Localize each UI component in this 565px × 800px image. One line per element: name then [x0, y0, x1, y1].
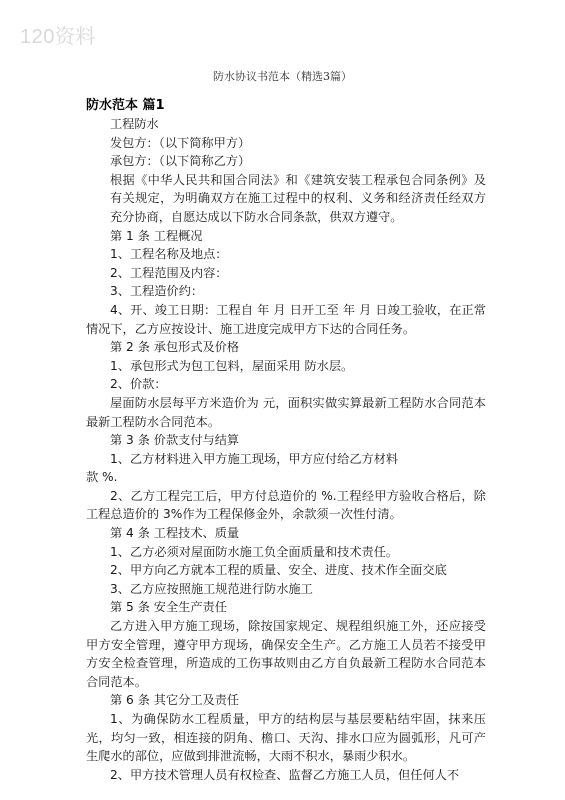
- article-2-heading: 第 2 条 承包形式及价格: [110, 340, 240, 355]
- article-3-item-1: 1、乙方材料进入甲方施工现场，甲方应付给乙方材料: [110, 451, 399, 466]
- contract-title: 工程防水: [110, 117, 159, 131]
- article-4-heading: 第 4 条 工程技术、质量: [110, 526, 240, 541]
- article-1-item-2: 2、工程范围及内容：: [110, 265, 228, 280]
- article-5-heading: 第 5 条 安全生产责任: [110, 600, 227, 615]
- article-6-item-1: 1、为确保防水工程质量，甲方的结构层与基层要粘结牢固，抹来压光，均匀一致，相连接的阴角、檐口、天沟、排水口应为圆弧形，凡可产生爬水的部位，应做到排泄流畅，大雨不积水，暴雨少积水。: [86, 712, 486, 764]
- preamble: 根据《中华人民共和国合同法》和《建筑安装工程承包合同条例》及有关规定，为明确双方在施工过程中的权利、义务和经济责任经双方充分协商，自愿达成以下防水合同条款，供双方遵守。: [110, 172, 486, 224]
- article-4-item-3: 3、乙方应按照施工规范进行防水施工: [110, 581, 313, 596]
- article-1-item-4: 4、开、竣工日期：工程自 年 月 日开工至 年 月 日竣工验收，在正常情况下，乙方应按设计、施工进度完成甲方下达的合同任务。: [86, 302, 486, 336]
- party-a: 发包方：（以下简称甲方）: [110, 135, 251, 150]
- article-4-item-1: 1、乙方必须对屋面防水施工负全面质量和技术责任。: [110, 544, 399, 559]
- article-3-item-2: 2、乙方工程完工后，甲方付总造价的 %.工程经甲方验收合格后，除工程总造价的 3%作为工程保修金外，余款须一次性付清。: [86, 488, 486, 522]
- article-2-item-2: 2、价款：: [110, 377, 167, 392]
- article-2-price-text: 屋面防水层每平方米造价为 元，面积实做实算最新工程防水合同范本最新工程防水合同范本。: [86, 395, 486, 429]
- article-2-item-1: 1、承包形式为包工包料，屋面采用 防水层。: [110, 358, 354, 373]
- article-1-item-1: 1、工程名称及地点：: [110, 247, 228, 262]
- watermark: 120资料: [20, 26, 96, 48]
- article-1-heading: 第 1 条 工程概况: [110, 228, 203, 243]
- party-b: 承包方：（以下简称乙方）: [110, 154, 251, 169]
- article-4-item-2: 2、甲方向乙方就本工程的质量、安全、进度、技术作全面交底: [110, 563, 447, 578]
- article-1-item-3: 3、工程造价约：: [110, 284, 204, 299]
- article-3-item-1b: 款 %.: [86, 470, 118, 485]
- article-6-item-2: 2、甲方技术管理人员有权检查、监督乙方施工人员，但任何人不: [110, 767, 460, 782]
- article-3-heading: 第 3 条 价款支付与结算: [110, 433, 240, 448]
- article-5-text: 乙方进入甲方施工现场，除按国家规定、规程组织施工外，还应接受甲方安全管理，遵守甲方现场，确保安全生产。乙方施工人员若不接受甲方安全检查管理，所造成的工伤事故则由乙方自负最新工程防水合同范本合同范本。: [86, 619, 486, 689]
- document-body: [86, 97, 486, 784]
- article-6-heading: 第 6 条 其它分工及责任: [110, 693, 240, 708]
- section-heading: 防水范本 篇1: [86, 98, 165, 113]
- document-title: 防水协议书范本（精选3篇）: [213, 70, 352, 83]
